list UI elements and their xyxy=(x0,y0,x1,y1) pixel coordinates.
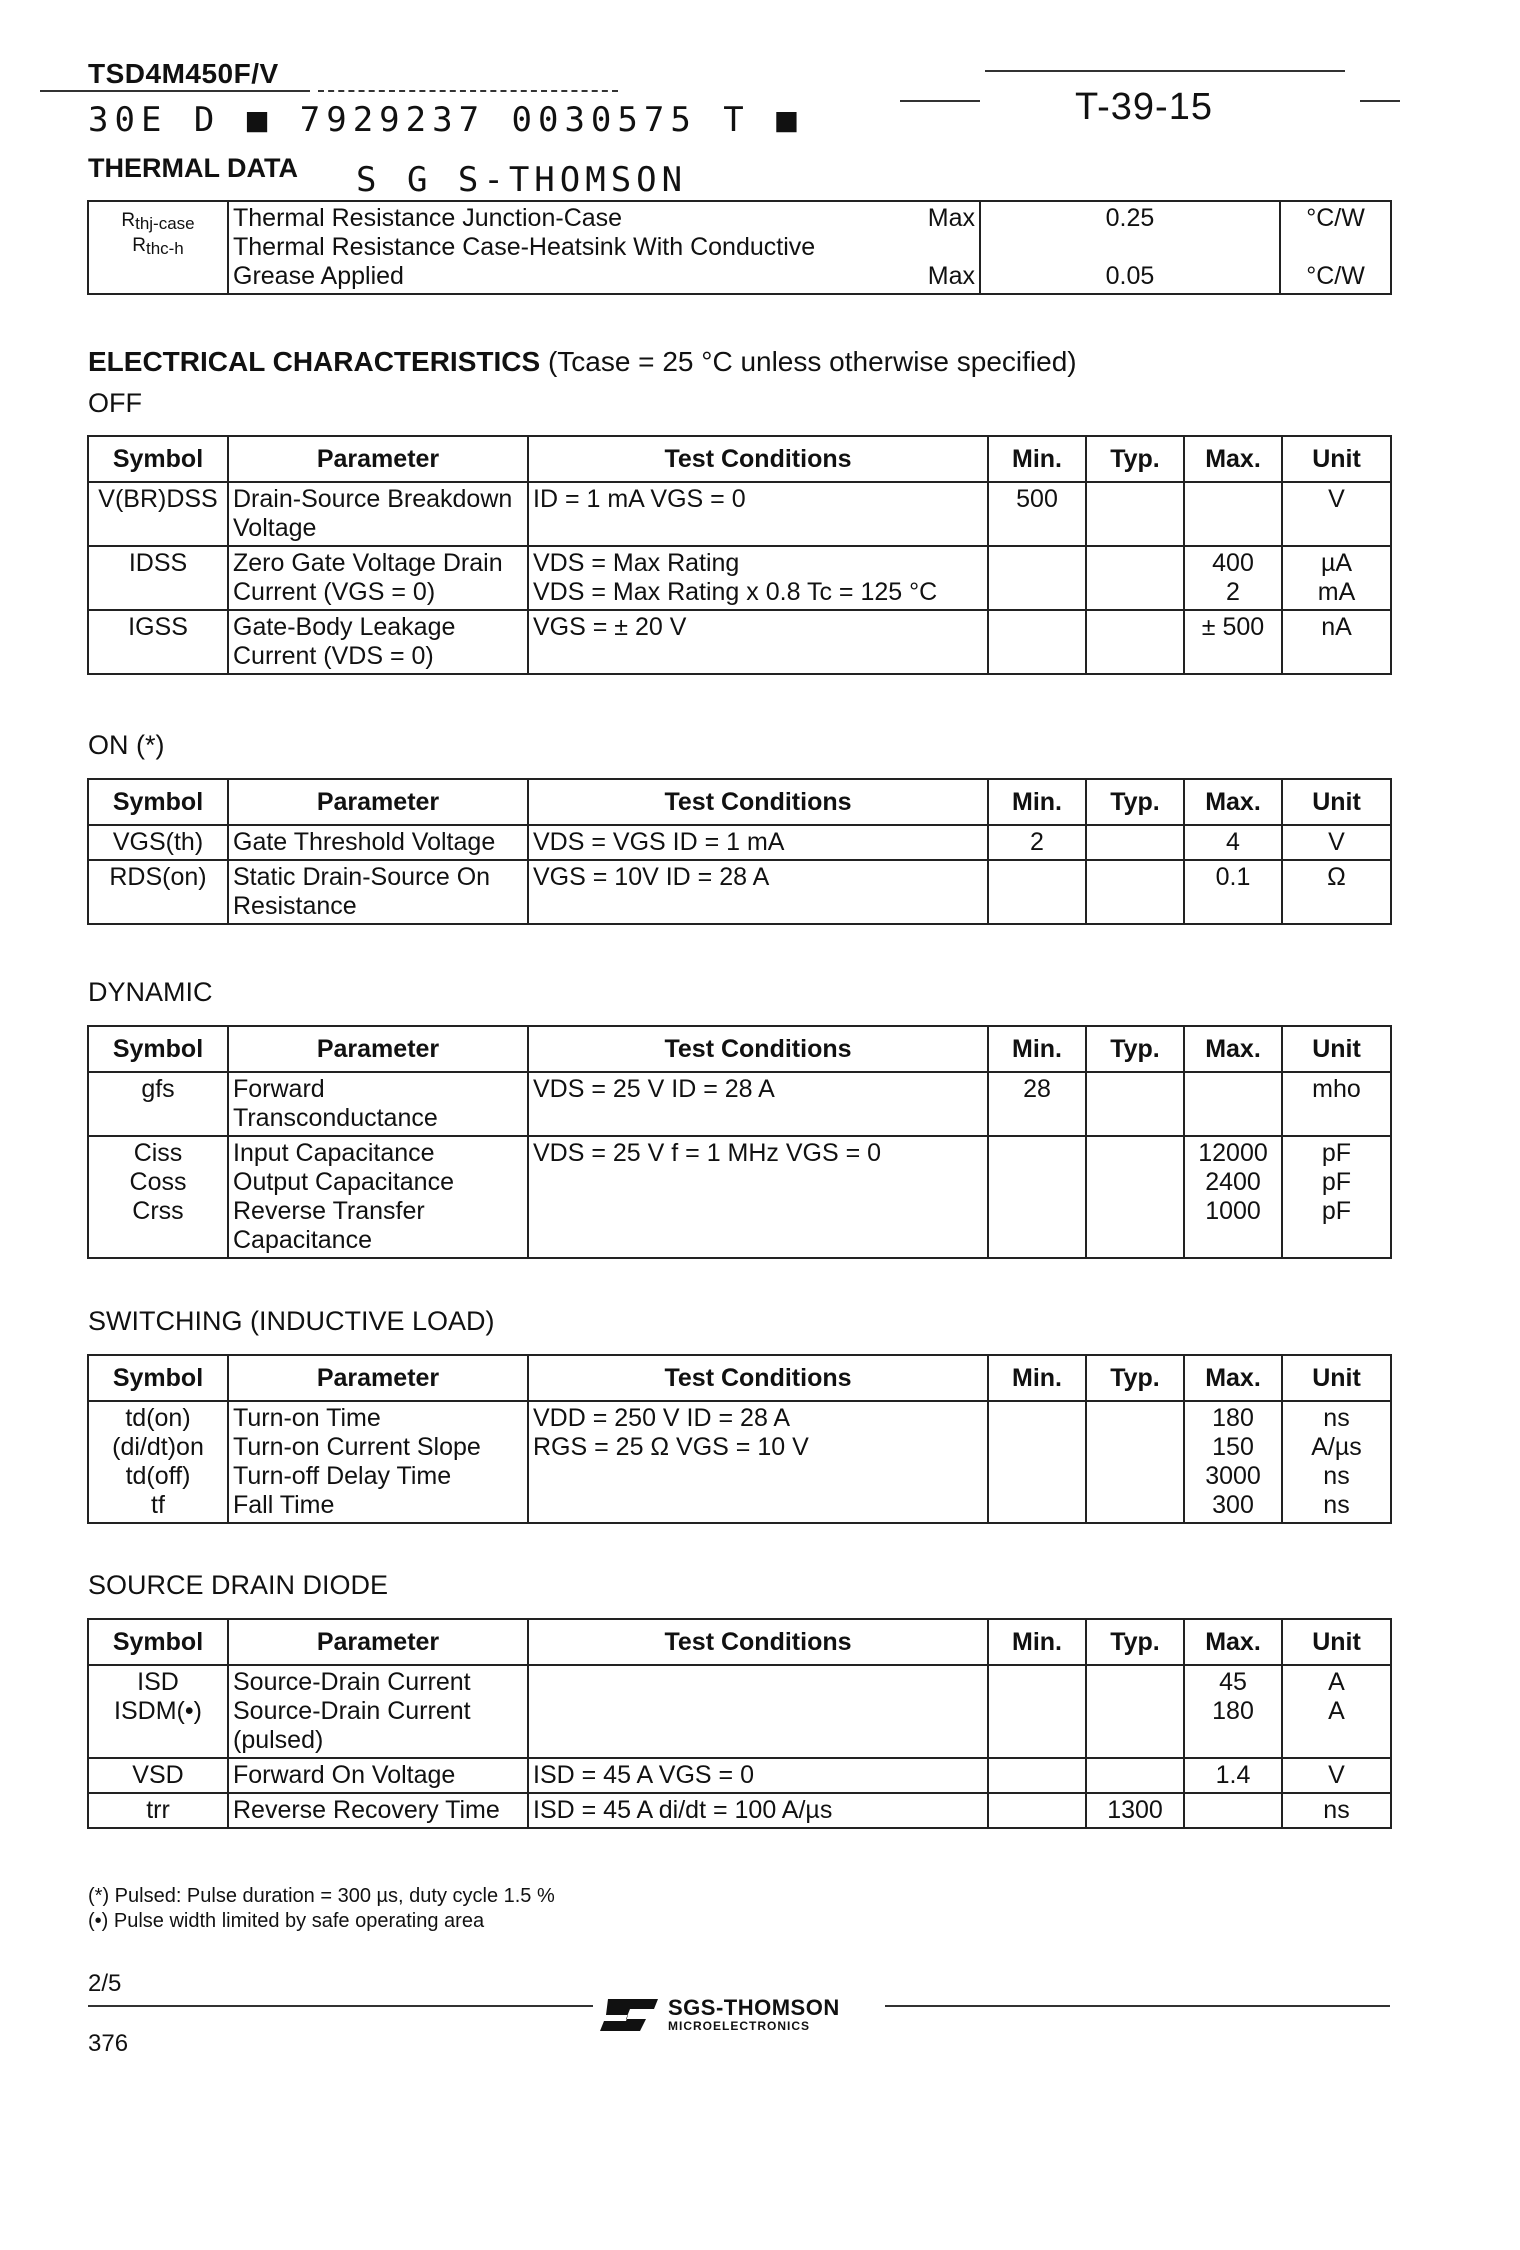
thermal-units: °C/W °C/W xyxy=(1280,201,1391,294)
table-header: Symbol Parameter Test Conditions Min. Typ. Max. Unit xyxy=(88,1026,1391,1072)
thermal-table xyxy=(87,200,1392,295)
thermal-values: 0.25 0.05 xyxy=(980,201,1280,294)
header-rule xyxy=(40,90,310,92)
diode-title: SOURCE DRAIN DIODE xyxy=(88,1570,389,1600)
brand-name: SGS-THOMSON xyxy=(668,1994,840,2020)
table-row: V(BR)DSS Drain-Source Breakdown Voltage ID = 1 mA VGS = 0 500 V xyxy=(88,482,1391,546)
thermal-params: Thermal Resistance Junction-Case Max Thermal Resistance Case-Heatsink With Conductive Grease Applied Max xyxy=(228,201,980,294)
table-header: Symbol Parameter Test Conditions Min. Typ. Max. Unit xyxy=(88,1619,1391,1665)
footer-rule-left xyxy=(88,2005,593,2007)
header-rule-dashed xyxy=(318,90,618,92)
thermal-title: THERMAL DATA xyxy=(88,153,298,183)
table-header: Symbol Parameter Test Conditions Min. Typ. Max. Unit xyxy=(88,1355,1391,1401)
brand-sub: MICROELECTRONICS xyxy=(668,2018,810,2033)
switching-table xyxy=(87,1354,1392,1524)
electrical-title: ELECTRICAL CHARACTERISTICS (Tcase = 25 °C unless otherwise specified) xyxy=(88,346,1077,377)
off-table xyxy=(87,435,1392,675)
table-header: Symbol Parameter Test Conditions Min. Typ. Max. Unit xyxy=(88,436,1391,482)
page-indicator: 2/5 xyxy=(88,1970,122,1997)
switching-title: SWITCHING (INDUCTIVE LOAD) xyxy=(88,1306,495,1336)
diode-table xyxy=(87,1618,1392,1829)
table-row: RDS(on) Static Drain-Source On Resistance VGS = 10V ID = 28 A 0.1 Ω xyxy=(88,860,1391,924)
footnote-pulse-width: (•) Pulse width limited by safe operating area xyxy=(88,1910,485,1932)
dynamic-table xyxy=(87,1025,1392,1259)
header-rule-tail xyxy=(1360,100,1400,102)
st-logo-icon xyxy=(600,1995,660,2038)
table-row: trr Reverse Recovery Time ISD = 45 A di/dt = 100 A/µs 1300 ns xyxy=(88,1793,1391,1828)
t-number: T-39-15 xyxy=(1075,86,1213,128)
brand-logo xyxy=(600,1995,840,2038)
table-row: Ciss Coss Crss Input Capacitance Output Capacitance Reverse Transfer Capacitance VDS = 25 V f = 1 MHz VGS = 0 12000 2400 1000 pF pF pF xyxy=(88,1136,1391,1258)
dynamic-title: DYNAMIC xyxy=(88,977,213,1007)
table-header: Symbol Parameter Test Conditions Min. Typ. Max. Unit xyxy=(88,779,1391,825)
off-title: OFF xyxy=(88,388,142,418)
thermal-symbols: $R_{thj-case}$ $R_{thc-h}$ xyxy=(88,201,228,294)
footer-rule-right xyxy=(885,2005,1390,2007)
table-row: ISD ISDM(•) Source-Drain Current Source-Drain Current (pulsed) 45 180 A A xyxy=(88,1665,1391,1758)
manufacturer-mark: S G S-THOMSON xyxy=(356,160,688,200)
lot-code: 30E D ■ 7929237 0030575 T ■ xyxy=(88,100,803,140)
header-rule-right xyxy=(985,70,1345,72)
table-row: td(on) (di/dt)on td(off) tf Turn-on Time Turn-on Current Slope Turn-off Delay Time Fall Time VDD = 250 V ID = 28 A RGS = 25 Ω VGS = 10 V 180 150 3000 300 ns A/µs ns ns xyxy=(88,1401,1391,1523)
table-row: VGS(th) Gate Threshold Voltage VDS = VGS ID = 1 mA 2 4 V xyxy=(88,825,1391,860)
part-number: TSD4M450F/V xyxy=(88,58,279,89)
header-rule-mid xyxy=(900,100,980,102)
page-number: 376 xyxy=(88,2030,129,2057)
table-row: IGSS Gate-Body Leakage Current (VDS = 0) VGS = ± 20 V ± 500 nA xyxy=(88,610,1391,674)
table-row xyxy=(88,201,1391,294)
on-title: ON (*) xyxy=(88,730,165,760)
table-row: IDSS Zero Gate Voltage Drain Current (VGS = 0) VDS = Max Rating VDS = Max Rating x 0.8 Tc = 125 °C 400 2 µA mA xyxy=(88,546,1391,610)
footnote-pulsed: (*) Pulsed: Pulse duration = 300 µs, duty cycle 1.5 % xyxy=(88,1885,555,1907)
table-row: VSD Forward On Voltage ISD = 45 A VGS = 0 1.4 V xyxy=(88,1758,1391,1793)
on-table xyxy=(87,778,1392,925)
table-row: gfs Forward Transconductance VDS = 25 V ID = 28 A 28 mho xyxy=(88,1072,1391,1136)
